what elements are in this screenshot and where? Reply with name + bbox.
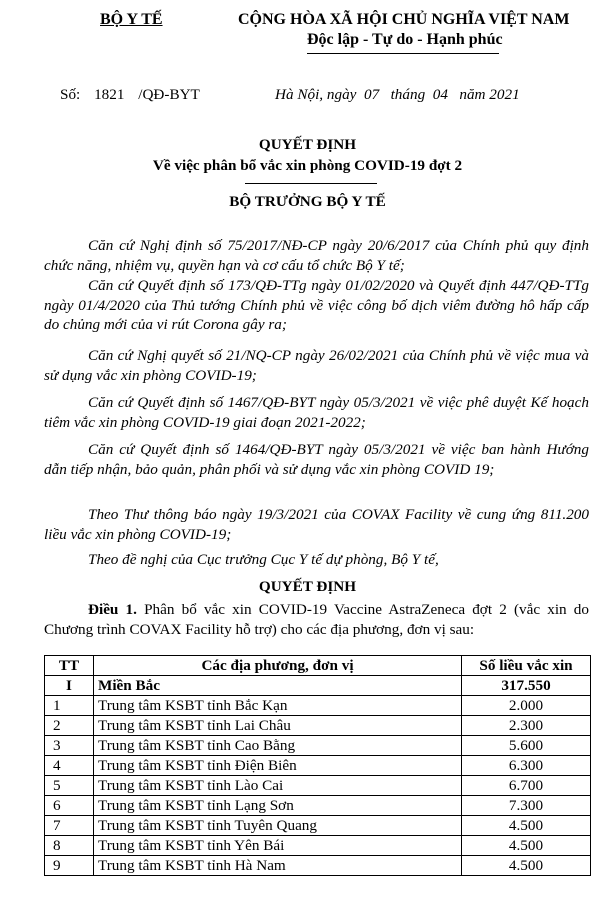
issuing-authority: BỘ TRƯỞNG BỘ Y TẾ [229, 193, 386, 210]
preamble-paragraph: Theo Thư thông báo ngày 19/3/2021 của COVAX Facility về cung ứng 811.200 liều vắc xin phòng COVID-19; [44, 506, 589, 543]
preamble-paragraph: Căn cứ Nghị quyết số 21/NQ-CP ngày 26/02/2021 của Chính phủ về việc mua và sử dụng vắc xin phòng COVID-19; [44, 347, 589, 384]
row-unit: Trung tâm KSBT tỉnh Cao Bằng [94, 736, 462, 756]
number-label: Số: [60, 86, 81, 103]
row-unit: Trung tâm KSBT tỉnh Tuyên Quang [94, 816, 462, 836]
table-header-row [45, 656, 591, 676]
table-row [45, 696, 591, 716]
row-doses: 6.700 [462, 776, 591, 796]
row-tt: 8 [45, 836, 94, 856]
preamble-paragraph: Theo đề nghị của Cục trưởng Cục Y tế dự phòng, Bộ Y tế, [88, 551, 439, 568]
table-group-row [45, 676, 591, 696]
ministry-name: BỘ Y TẾ [100, 11, 163, 28]
table-row [45, 756, 591, 776]
row-unit: Trung tâm KSBT tỉnh Điện Biên [94, 756, 462, 776]
table-row [45, 776, 591, 796]
row-doses: 5.600 [462, 736, 591, 756]
row-tt: 3 [45, 736, 94, 756]
row-tt: 6 [45, 796, 94, 816]
row-tt: 1 [45, 696, 94, 716]
preamble-paragraph: Căn cứ Quyết định số 173/QĐ-TTg ngày 01/02/2020 và Quyết định 447/QĐ-TTg ngày 01/4/2020 của Thủ tướng Chính phủ về việc công bố dịch viêm đường hô hấp cấp do chủng mới của vi rút Corona gây ra; [44, 277, 589, 333]
row-tt: 5 [45, 776, 94, 796]
row-doses: 7.300 [462, 796, 591, 816]
republic-name: CỘNG HÒA XÃ HỘI CHỦ NGHĨA VIỆT NAM [238, 11, 570, 28]
column-header-doses: Số liều vắc xin [462, 656, 591, 676]
row-unit: Trung tâm KSBT tỉnh Lai Châu [94, 716, 462, 736]
row-doses: 2.300 [462, 716, 591, 736]
document-subject: Về việc phân bổ vắc xin phòng COVID-19 đợt 2 [152, 157, 463, 174]
document-number [60, 86, 200, 104]
group-qty: 317.550 [462, 676, 591, 696]
row-unit: Trung tâm KSBT tỉnh Yên Bái [94, 836, 462, 856]
preamble-paragraph: Căn cứ Nghị định số 75/2017/NĐ-CP ngày 20/6/2017 của Chính phủ quy định chức năng, nhiệm vụ, quyền hạn và cơ cấu tổ chức Bộ Y tế; [44, 237, 589, 274]
row-doses: 4.500 [462, 816, 591, 836]
row-tt: 7 [45, 816, 94, 836]
row-doses: 2.000 [462, 696, 591, 716]
row-unit: Trung tâm KSBT tỉnh Bắc Kạn [94, 696, 462, 716]
document-heading: QUYẾT ĐỊNH [258, 136, 357, 153]
article-1-text: Phân bổ vắc xin COVID-19 Vaccine AstraZeneca đợt 2 (vắc xin do Chương trình COVAX Facility hỗ trợ) cho các địa phương, đơn vị sau: [44, 601, 589, 638]
title-rule [245, 183, 377, 184]
row-tt: 9 [45, 856, 94, 876]
group-name: Miền Bắc [94, 676, 462, 696]
preamble-paragraph: Căn cứ Quyết định số 1464/QĐ-BYT ngày 05/3/2021 về việc ban hành Hướng dẫn tiếp nhận, bảo quản, phân phối và sử dụng vắc xin phòng COVID 19; [44, 441, 589, 478]
column-header-tt: TT [45, 656, 94, 676]
article-1-label: Điều 1. [88, 601, 137, 618]
national-motto: Độc lập - Tự do - Hạnh phúc [307, 31, 503, 48]
column-header-unit: Các địa phương, đơn vị [94, 656, 462, 676]
row-tt: 2 [45, 716, 94, 736]
row-tt: 4 [45, 756, 94, 776]
row-unit: Trung tâm KSBT tỉnh Lạng Sơn [94, 796, 462, 816]
number-suffix: /QĐ-BYT [138, 86, 200, 103]
motto-underline [307, 53, 499, 54]
table-row [45, 736, 591, 756]
row-unit: Trung tâm KSBT tỉnh Hà Nam [94, 856, 462, 876]
table-row [45, 856, 591, 876]
row-doses: 4.500 [462, 856, 591, 876]
table-row [45, 836, 591, 856]
number-value: 1821 [94, 86, 125, 103]
row-unit: Trung tâm KSBT tỉnh Lào Cai [94, 776, 462, 796]
table-row [45, 716, 591, 736]
group-tt: I [45, 676, 94, 696]
row-doses: 4.500 [462, 836, 591, 856]
decision-heading: QUYẾT ĐỊNH [258, 578, 357, 595]
place-date: Hà Nội, ngày 07 tháng 04 năm 2021 [275, 86, 520, 103]
table-row [45, 796, 591, 816]
article-1 [44, 600, 589, 639]
row-doses: 6.300 [462, 756, 591, 776]
preamble-paragraph: Căn cứ Quyết định số 1467/QĐ-BYT ngày 05/3/2021 về việc phê duyệt Kế hoạch tiêm vắc xin phòng COVID-19 giai đoạn 2021-2022; [44, 394, 589, 431]
table-row [45, 816, 591, 836]
allocation-table [44, 655, 591, 876]
